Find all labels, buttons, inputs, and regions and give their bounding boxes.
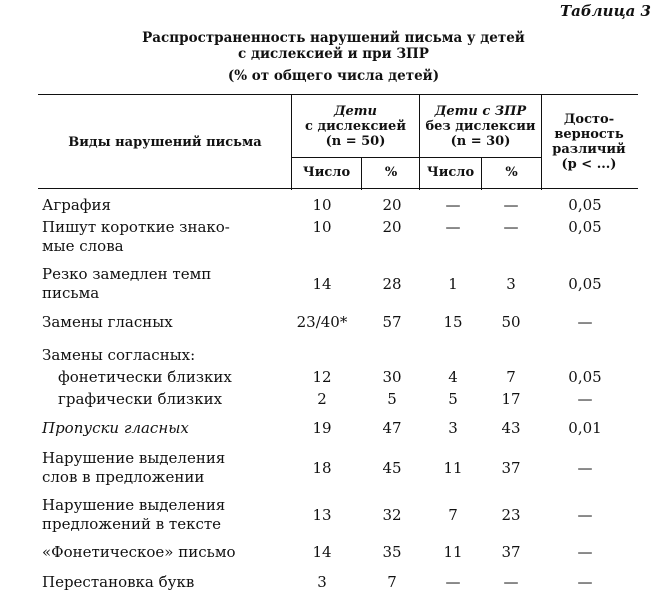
- cell-zpr-count: 15: [443, 313, 463, 331]
- cell-significance: 0,05: [568, 218, 602, 236]
- cell-dyslexia-percent: 30: [382, 368, 402, 386]
- cell-zpr-percent: 3: [506, 275, 516, 293]
- cell-zpr-percent: 7: [506, 368, 516, 386]
- cell-zpr-count: —: [445, 573, 461, 591]
- cell-zpr-percent: 50: [501, 313, 521, 331]
- header-zpr-percent: %: [505, 165, 518, 180]
- cell-zpr-percent: 23: [501, 506, 521, 524]
- cell-dyslexia-count: 3: [317, 573, 327, 591]
- cell-significance: —: [577, 573, 593, 591]
- cell-dyslexia-percent: 47: [382, 419, 402, 437]
- top-rule: [38, 94, 638, 95]
- header-dyslexia-group: [292, 104, 419, 149]
- cell-significance: —: [577, 543, 593, 561]
- row-label: Нарушение выделения: [42, 496, 226, 514]
- cell-zpr-percent: 37: [501, 543, 521, 561]
- header-dyslexia-percent: %: [384, 165, 398, 180]
- cell-dyslexia-count: 12: [312, 368, 332, 386]
- cell-significance: 0,01: [568, 419, 602, 437]
- cell-zpr-count: —: [445, 218, 461, 236]
- table-subtitle: (% от общего числа детей): [227, 68, 440, 84]
- cell-dyslexia-count: 19: [312, 419, 332, 437]
- row-label: Пропуски гласных: [42, 419, 189, 437]
- cell-zpr-percent: 37: [501, 459, 521, 477]
- cell-dyslexia-count: 10: [312, 196, 332, 214]
- cell-dyslexia-percent: 5: [387, 390, 397, 408]
- header-dyslexia-line-1: Дети: [333, 104, 378, 119]
- header-zpr-line-2: без дислексии: [425, 119, 536, 134]
- cell-significance: 0,05: [568, 196, 602, 214]
- row-label: Замены согласных:: [42, 346, 196, 364]
- row-label: Пишут короткие знако-: [42, 218, 230, 236]
- cell-significance: 0,05: [568, 368, 602, 386]
- cell-zpr-count: 5: [448, 390, 458, 408]
- cell-zpr-count: 11: [443, 543, 463, 561]
- table-title: [0, 30, 667, 62]
- cell-significance: —: [577, 506, 593, 524]
- cell-significance: —: [577, 390, 593, 408]
- title-line-1: Распространенность нарушений письма у детей: [142, 30, 525, 46]
- header-significance-line-2: верность: [554, 127, 624, 142]
- cell-dyslexia-percent: 35: [382, 543, 402, 561]
- header-significance-line-4: (p < ...): [561, 157, 617, 172]
- row-label: Перестановка букв: [42, 573, 195, 591]
- row-label: Аграфия: [42, 196, 111, 214]
- cell-zpr-percent: —: [503, 196, 519, 214]
- cell-zpr-count: 11: [443, 459, 463, 477]
- cell-dyslexia-percent: 45: [382, 459, 402, 477]
- cell-significance: 0,05: [568, 275, 602, 293]
- cell-dyslexia-count: 13: [312, 506, 332, 524]
- cell-zpr-percent: 43: [501, 419, 521, 437]
- title-line-2: с дислексией и при ЗПР: [238, 46, 429, 62]
- cell-zpr-percent: —: [503, 218, 519, 236]
- header-dyslexia-line-2: с дислексией: [305, 119, 406, 134]
- row-label: письма: [42, 284, 100, 302]
- header-dyslexia-line-3: (n = 50): [325, 134, 386, 149]
- row-label: предложений в тексте: [42, 515, 222, 533]
- cell-zpr-count: 3: [448, 419, 458, 437]
- cell-dyslexia-percent: 20: [382, 196, 402, 214]
- sub-header-rule: [291, 157, 542, 158]
- header-dyslexia-count: Число: [302, 165, 351, 180]
- cell-dyslexia-percent: 32: [382, 506, 402, 524]
- header-significance-line-1: Досто-: [563, 112, 615, 127]
- cell-significance: —: [577, 459, 593, 477]
- cell-dyslexia-percent: 7: [387, 573, 397, 591]
- row-label: мые слова: [42, 237, 124, 255]
- row-label: Замены гласных: [42, 313, 173, 331]
- row-label: фонетически близких: [58, 368, 232, 386]
- cell-dyslexia-count: 14: [312, 275, 332, 293]
- header-zpr-count: Число: [426, 165, 475, 180]
- header-bottom-rule: [38, 188, 638, 189]
- header-significance-line-3: различий: [552, 142, 626, 157]
- header-zpr-group: [420, 104, 541, 149]
- cell-zpr-count: 4: [448, 368, 458, 386]
- cell-dyslexia-count: 18: [312, 459, 332, 477]
- cell-zpr-percent: 17: [501, 390, 521, 408]
- row-label: слов в предложении: [42, 468, 205, 486]
- cell-dyslexia-percent: 57: [382, 313, 402, 331]
- cell-dyslexia-count: 23/40*: [296, 313, 348, 331]
- cell-zpr-count: 7: [448, 506, 458, 524]
- cell-dyslexia-percent: 20: [382, 218, 402, 236]
- cell-dyslexia-count: 14: [312, 543, 332, 561]
- header-significance: [542, 112, 636, 172]
- row-label: «Фонетическое» письмо: [42, 543, 236, 561]
- cell-zpr-count: —: [445, 196, 461, 214]
- row-label: Нарушение выделения: [42, 449, 226, 467]
- table-label: Таблица 3: [559, 2, 651, 20]
- header-zpr-line-3: (n = 30): [450, 134, 511, 149]
- row-label: Резко замедлен темп: [42, 265, 212, 283]
- cell-zpr-percent: —: [503, 573, 519, 591]
- cell-dyslexia-count: 2: [317, 390, 327, 408]
- row-label: графически близких: [58, 390, 223, 408]
- header-zpr-line-1: Дети с ЗПР: [434, 104, 527, 119]
- header-kinds: Виды нарушений письма: [68, 135, 262, 150]
- cell-significance: —: [577, 313, 593, 331]
- cell-dyslexia-count: 10: [312, 218, 332, 236]
- cell-dyslexia-percent: 28: [382, 275, 402, 293]
- cell-zpr-count: 1: [448, 275, 458, 293]
